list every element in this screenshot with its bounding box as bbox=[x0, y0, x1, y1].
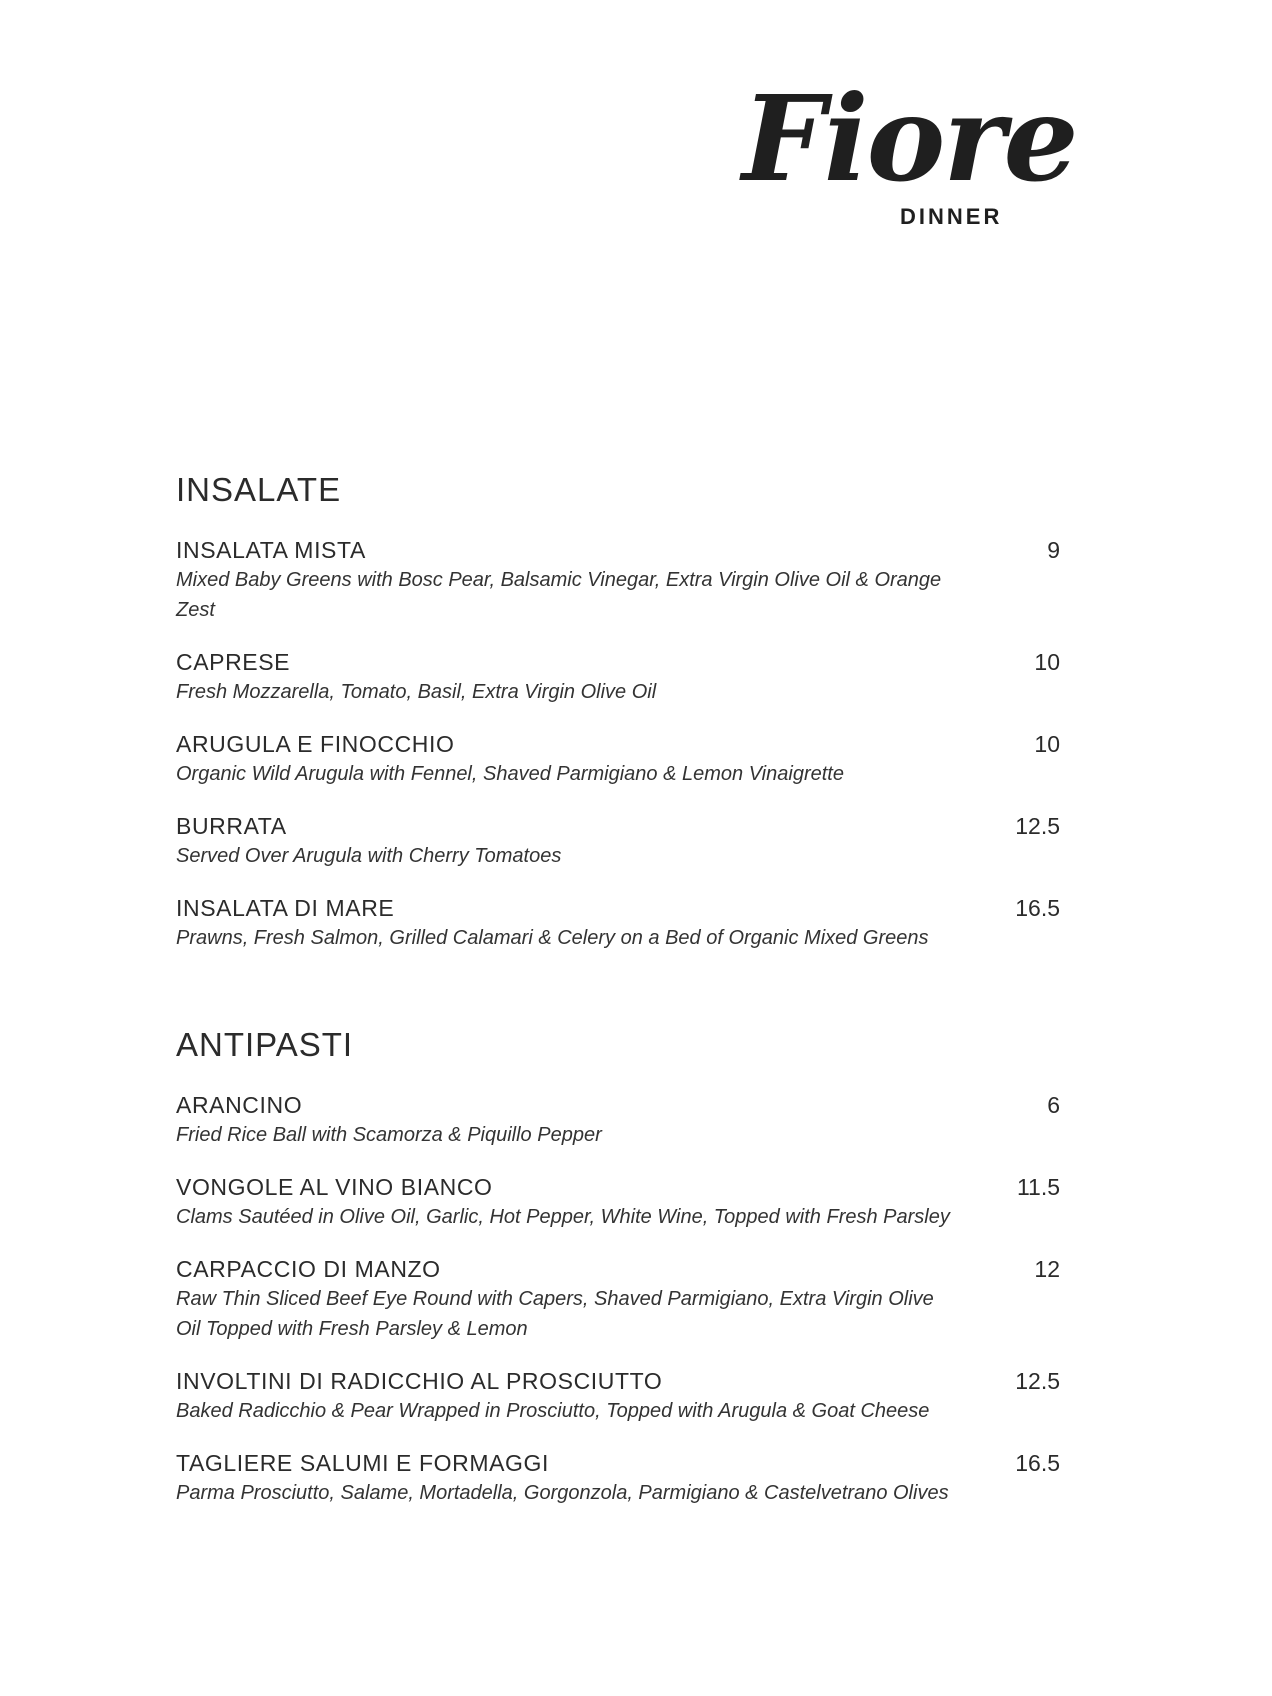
item-name: BURRATA bbox=[176, 813, 287, 839]
item-description: Prawns, Fresh Salmon, Grilled Calamari & Celery on a Bed of Organic Mixed Greens bbox=[176, 927, 929, 949]
item-price: 12.5 bbox=[1015, 1368, 1060, 1394]
item-name: ARUGULA E FINOCCHIO bbox=[176, 731, 455, 757]
item-name: ARANCINO bbox=[176, 1092, 303, 1118]
menu-item bbox=[176, 1254, 1060, 1344]
item-description: Fried Rice Ball with Scamorza & Piquillo Pepper bbox=[176, 1124, 602, 1146]
item-price: 11.5 bbox=[1016, 1174, 1060, 1200]
menu-item bbox=[176, 893, 1060, 953]
section-antipasti bbox=[176, 1025, 1060, 1508]
item-description: Served Over Arugula with Cherry Tomatoes bbox=[176, 845, 562, 867]
menu-item bbox=[176, 729, 1060, 789]
item-description: Baked Radicchio & Pear Wrapped in Prosciutto, Topped with Arugula & Goat Cheese bbox=[176, 1400, 930, 1422]
menu-item bbox=[176, 535, 1060, 625]
item-price: 9 bbox=[1047, 537, 1060, 563]
item-description: Mixed Baby Greens with Bosc Pear, Balsamic Vinegar, Extra Virgin Olive Oil & Orange Zest bbox=[176, 569, 942, 621]
section-title: INSALATE bbox=[176, 471, 342, 508]
restaurant-logo bbox=[730, 69, 1077, 230]
menu-content bbox=[176, 470, 1060, 1530]
menu-item bbox=[176, 811, 1060, 871]
section-title: ANTIPASTI bbox=[176, 1026, 354, 1063]
item-price: 12.5 bbox=[1015, 813, 1060, 839]
item-price: 12 bbox=[1034, 1256, 1060, 1282]
item-name: INSALATA MISTA bbox=[176, 537, 366, 563]
item-name: INVOLTINI DI RADICCHIO AL PROSCIUTTO bbox=[176, 1368, 663, 1394]
item-price: 16.5 bbox=[1015, 1450, 1060, 1476]
item-description: Organic Wild Arugula with Fennel, Shaved Parmigiano & Lemon Vinaigrette bbox=[176, 763, 844, 785]
item-name: INSALATA DI MARE bbox=[176, 895, 395, 921]
item-description: Clams Sautéed in Olive Oil, Garlic, Hot Pepper, White Wine, Topped with Fresh Parsley bbox=[176, 1206, 950, 1228]
section-insalate bbox=[176, 470, 1060, 953]
item-price: 16.5 bbox=[1015, 895, 1060, 921]
item-name: CAPRESE bbox=[176, 649, 291, 675]
item-price: 10 bbox=[1034, 731, 1060, 757]
menu-item bbox=[176, 1448, 1060, 1508]
item-name: TAGLIERE SALUMI E FORMAGGI bbox=[176, 1450, 550, 1476]
logo-wordmark: Fiore bbox=[742, 69, 1077, 208]
item-price: 6 bbox=[1047, 1092, 1060, 1118]
menu-item bbox=[176, 1090, 1060, 1150]
item-description: Raw Thin Sliced Beef Eye Round with Capers, Shaved Parmigiano, Extra Virgin Olive Oil Topped with Fresh Parsley & Lemon bbox=[176, 1288, 934, 1340]
menu-item bbox=[176, 1366, 1060, 1426]
item-description: Fresh Mozzarella, Tomato, Basil, Extra Virgin Olive Oil bbox=[176, 681, 657, 703]
item-price: 10 bbox=[1034, 649, 1060, 675]
menu-item bbox=[176, 1172, 1060, 1232]
item-description: Parma Prosciutto, Salame, Mortadella, Gorgonzola, Parmigiano & Castelvetrano Olives bbox=[176, 1482, 949, 1504]
item-name: CARPACCIO DI MANZO bbox=[176, 1256, 441, 1282]
menu-item bbox=[176, 647, 1060, 707]
item-name: VONGOLE AL VINO BIANCO bbox=[176, 1174, 493, 1200]
menu-type-label: DINNER bbox=[900, 204, 1003, 229]
